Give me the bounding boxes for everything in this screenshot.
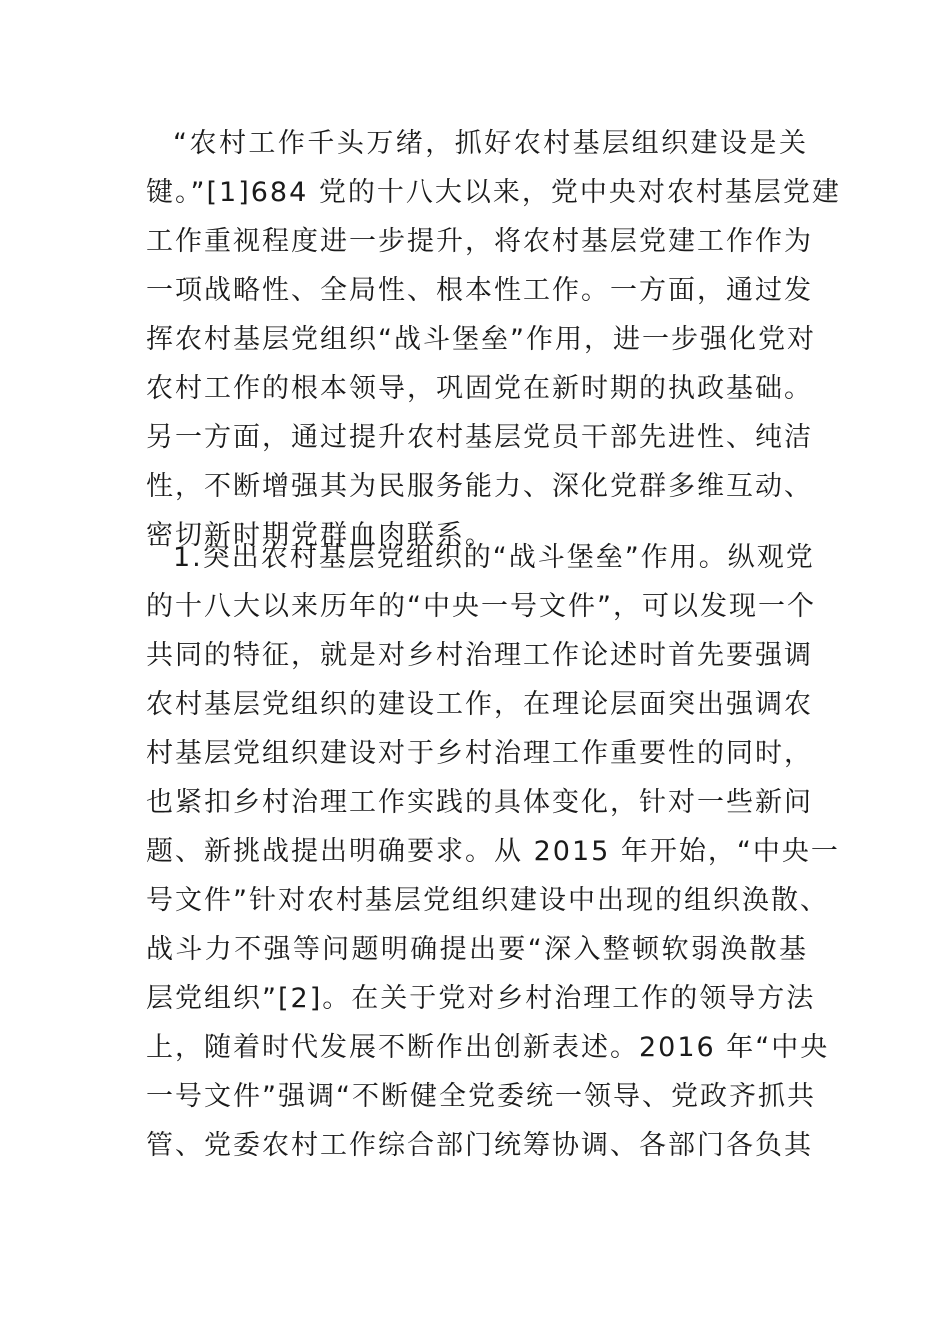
paragraph-line: 挥农村基层党组织“战斗堡垒”作用，进一步强化党对: [146, 324, 816, 355]
paragraph-line: 一项战略性、全局性、根本性工作。一方面，通过发: [146, 275, 813, 306]
paragraph-line: 另一方面，通过提升农村基层党员干部先进性、纯洁: [146, 422, 813, 453]
paragraph-line: 村基层党组织建设对于乡村治理工作重要性的同时，: [146, 738, 813, 769]
paragraph-line: 的十八大以来历年的“中央一号文件”，可以发现一个: [146, 591, 816, 622]
paragraph-line: 密切新时期党群血肉联系。: [146, 520, 494, 551]
paragraph-line: 也紧扣乡村治理工作实践的具体变化，针对一些新问: [146, 787, 813, 818]
paragraph-line: 一号文件”强调“不断健全党委统一领导、党政齐抓共: [146, 1081, 816, 1112]
paragraph-line: 1.突出农村基层党组织的“战斗堡垒”作用。纵观党: [173, 542, 815, 573]
paragraph-line: 共同的特征，就是对乡村治理工作论述时首先要强调: [146, 640, 813, 671]
paragraph-line: 题、新挑战提出明确要求。从 2015 年开始，“中央一: [146, 836, 840, 867]
paragraph-line: 号文件”针对农村基层党组织建设中出现的组织涣散、: [146, 885, 829, 916]
paragraph-line: “农村工作千头万绪，抓好农村基层组织建设是关: [173, 128, 808, 159]
paragraph-line: 上，随着时代发展不断作出创新表述。2016 年“中央: [146, 1032, 830, 1063]
paragraph-line: 农村工作的根本领导，巩固党在新时期的执政基础。: [146, 373, 813, 404]
paragraph-line: 性，不断增强其为民服务能力、深化党群多维互动、: [146, 471, 813, 502]
paragraph-line: 键。”[1]684 党的十八大以来，党中央对农村基层党建: [146, 177, 841, 208]
paragraph-line: 战斗力不强等问题明确提出要“深入整顿软弱涣散基: [146, 934, 808, 965]
paragraph-line: 管、党委农村工作综合部门统筹协调、各部门各负其: [146, 1130, 813, 1161]
paragraph-line: 工作重视程度进一步提升，将农村基层党建工作作为: [146, 226, 813, 257]
paragraph-2: [146, 533, 840, 1170]
paragraph-line: 农村基层党组织的建设工作，在理论层面突出强调农: [146, 689, 813, 720]
paragraph-1: [146, 119, 841, 560]
paragraph-line: 层党组织”[2]。在关于党对乡村治理工作的领导方法: [146, 983, 816, 1014]
